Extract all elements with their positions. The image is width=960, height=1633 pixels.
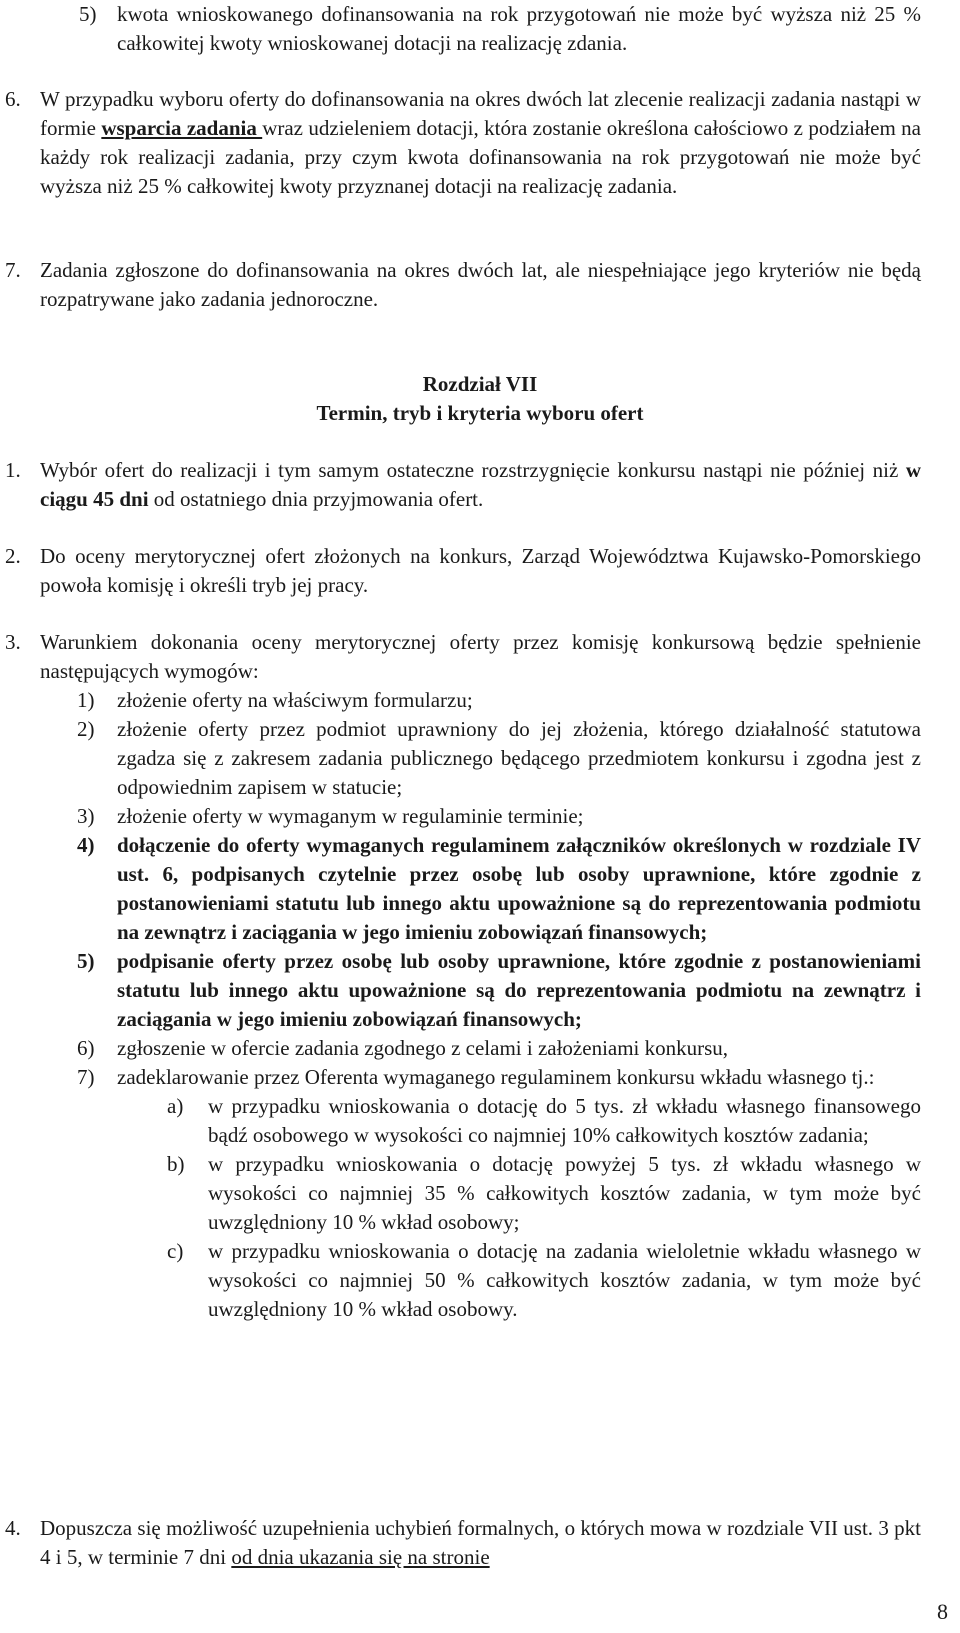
paragraph-number: 7. bbox=[5, 258, 21, 282]
paragraph-7 bbox=[0, 256, 960, 314]
paragraph-text bbox=[40, 1514, 921, 1572]
list-item-number: 7) bbox=[77, 1065, 95, 1089]
list-item bbox=[40, 1063, 921, 1092]
paragraph-text-part: Wybór ofert do realizacji i tym samym ostateczne rozstrzygnięcie konkursu nastąpi nie później niż bbox=[40, 458, 906, 482]
sub-list-item-letter: b) bbox=[167, 1152, 185, 1176]
paragraph-text: Zadania zgłoszone do dofinansowania na okres dwóch lat, ale niespełniające jego kryteriów nie będą rozpatrywane jako zadania jednoroczne. bbox=[40, 258, 921, 311]
paragraph-text-part: wraz udzieleniem dotacji, która zostanie określona całościowo z podziałem na każdy rok realizacji zadania, przy czym kwota dofinansowania na rok przygotowań nie może być wyższa niż 25 % całkowitej kwoty przyznanej dotacji na realizację zadania. bbox=[40, 116, 921, 198]
sub-list-item-letter: a) bbox=[167, 1094, 184, 1118]
list-item-text: podpisanie oferty przez osobę lub osoby uprawnione, które zgodnie z postanowieniami statutu lub innego aktu upoważnione są do reprezentowania podmiotu na zewnątrz i zaciągania w jego imieniu zobowiązań finansowych; bbox=[117, 949, 921, 1031]
paragraph-text: kwota wnioskowanego dofinansowania na rok przygotowań nie może być wyższa niż 25 % całkowitej kwoty wnioskowanej dotacji na realizację zdania. bbox=[117, 2, 921, 55]
paragraph-text bbox=[40, 456, 921, 514]
underlined-text: od dnia ukazania się na stronie bbox=[231, 1545, 490, 1569]
section-1 bbox=[0, 456, 960, 514]
list-item-number: 5) bbox=[77, 949, 95, 973]
paragraph-6 bbox=[0, 85, 960, 201]
list-item-text: złożenie oferty na właściwym formularzu; bbox=[117, 688, 473, 712]
list-item-number: 1) bbox=[77, 688, 95, 712]
list-item bbox=[40, 715, 921, 802]
paragraph-text bbox=[40, 85, 921, 201]
sub-list-item bbox=[40, 1150, 921, 1237]
paragraph-text-part: Dopuszcza się możliwość uzupełnienia uchybień formalnych, o których mowa w rozdziale VII ust. 3 pkt 4 i 5, w terminie 7 dni bbox=[40, 1516, 921, 1569]
paragraph-number: 4. bbox=[5, 1516, 21, 1540]
list-item-text: złożenie oferty przez podmiot uprawniony do jej złożenia, którego działalność statutowa zgadza się z zakresem zadania publicznego będącego przedmiotem konkursu i zgodna jest z odpowiednim zapisem w statucie; bbox=[117, 717, 921, 799]
sub-list-item-text: w przypadku wnioskowania o dotację powyżej 5 tys. zł wkładu własnego w wysokości co najmniej 35 % całkowitych kosztów zadania, w tym może być uwzględniony 10 % wkład osobowy; bbox=[208, 1152, 921, 1234]
list-item-number: 4) bbox=[77, 833, 95, 857]
list-item-number: 2) bbox=[77, 717, 95, 741]
page-number: 8 bbox=[937, 1599, 948, 1624]
sub-list-item bbox=[40, 1237, 921, 1324]
list-item-text: zgłoszenie w ofercie zadania zgodnego z celami i założeniami konkursu, bbox=[117, 1036, 729, 1060]
sub-list-item bbox=[40, 1092, 921, 1150]
paragraph-number: 6. bbox=[5, 87, 21, 111]
underlined-term: wsparcia zadania bbox=[101, 116, 263, 140]
sub-list-item-text: w przypadku wnioskowania o dotację do 5 tys. zł wkładu własnego finansowego bądź osobowego w wysokości co najmniej 10% całkowitych kosztów zadania; bbox=[208, 1094, 921, 1147]
paragraph-number: 2. bbox=[5, 544, 21, 568]
list-item bbox=[40, 947, 921, 1034]
paragraph-text: Do oceny merytorycznej ofert złożonych na konkurs, Zarząd Województwa Kujawsko-Pomorskiego powoła komisję i określi tryb jej pracy. bbox=[40, 544, 921, 597]
chapter-title: Rozdział VII bbox=[422, 372, 538, 396]
paragraph-text-part: od ostatniego dnia przyjmowania ofert. bbox=[148, 487, 484, 511]
list-item-number: 6) bbox=[77, 1036, 95, 1060]
list-item bbox=[40, 686, 921, 715]
section-3 bbox=[0, 628, 960, 686]
list-item bbox=[40, 831, 921, 947]
requirements-list bbox=[0, 686, 960, 1324]
paragraph-text-part: W przypadku wyboru oferty do dofinansowania na okres dwóch lat zlecenie realizacji zadania nastąpi w formie bbox=[40, 87, 921, 140]
list-item-text: dołączenie do oferty wymaganych regulaminem załączników określonych w rozdziale IV ust. 6, podpisanych czytelnie przez osobę lub osoby uprawnione, które zgodnie z postanowieniami statutu lub innego aktu upoważnione są do reprezentowania podmiotu na zewnątrz i zaciągania w jego imieniu zobowiązań finansowych; bbox=[117, 833, 921, 944]
list-item-number: 3) bbox=[77, 804, 95, 828]
paragraph-5 bbox=[0, 0, 960, 58]
section-4 bbox=[0, 1514, 960, 1572]
list-item-text: zadeklarowanie przez Oferenta wymaganego regulaminem konkursu wkładu własnego tj.: bbox=[117, 1065, 875, 1089]
paragraph-number: 3. bbox=[5, 630, 21, 654]
sub-list-item-letter: c) bbox=[167, 1239, 184, 1263]
chapter-subtitle: Termin, tryb i kryteria wyboru ofert bbox=[316, 401, 644, 425]
list-item-text: złożenie oferty w wymaganym w regulaminie terminie; bbox=[117, 804, 584, 828]
deadline-bold: w ciągu 45 dni bbox=[40, 458, 921, 511]
paragraph-text: Warunkiem dokonania oceny merytorycznej oferty przez komisję konkursową będzie spełnienie następujących wymogów: bbox=[40, 630, 921, 683]
paragraph-number: 5) bbox=[79, 2, 97, 26]
list-item bbox=[40, 802, 921, 831]
list-item bbox=[40, 1034, 921, 1063]
sub-list-item-text: w przypadku wnioskowania o dotację na zadania wieloletnie wkładu własnego w wysokości co najmniej 50 % całkowitych kosztów zadania, w tym może być uwzględniony 10 % wkład osobowy. bbox=[208, 1239, 921, 1321]
paragraph-number: 1. bbox=[5, 458, 21, 482]
section-2 bbox=[0, 542, 960, 600]
